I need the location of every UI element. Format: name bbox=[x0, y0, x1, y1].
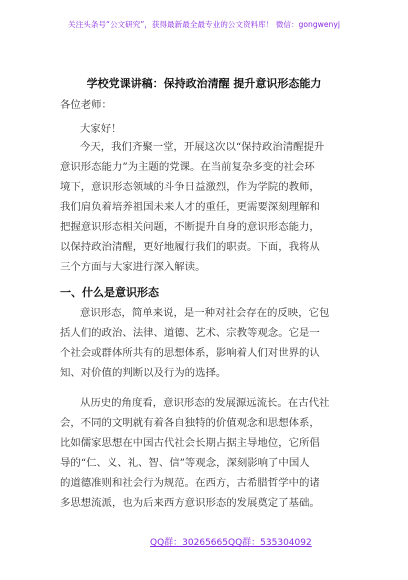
paragraph-line: 意识形态，简单来说，是一种对社会存在的反映，它包 bbox=[80, 307, 330, 319]
paragraph-line: 三个方面与大家进行深入解读。 bbox=[60, 261, 206, 273]
paragraph-line: 以保持政治清醒，更好地履行我们的职责。下面，我将从 bbox=[60, 241, 320, 253]
paragraph-line: 个社会或群体所共有的思想体系，影响着人们对世界的认 bbox=[60, 347, 320, 359]
paragraph-line: 的道德准则和社会行为规范。在西方，古希腊哲学中的诸 bbox=[60, 477, 320, 489]
footer-qq-group-2[interactable]: QQ群：535304092 bbox=[228, 538, 312, 548]
paragraph-line: 导的“仁、义、礼、智、信”等观念，深刻影响了中国人 bbox=[60, 457, 310, 469]
salutation: 各位老师： bbox=[60, 99, 112, 111]
paragraph-line: 把握意识形态相关问题，不断提升自身的意识形态能力， bbox=[60, 221, 320, 233]
paragraph-line: 括人们的政治、法律、道德、艺术、宗教等观念。它是一 bbox=[60, 327, 320, 339]
document-title: 学校党课讲稿：保持政治清醒 提升意识形态能力 bbox=[86, 77, 322, 90]
paragraph-line: 意识形态能力”为主题的党课。在当前复杂多变的社会环 bbox=[60, 161, 315, 173]
paragraph-line: 境下，意识形态领域的斗争日益激烈，作为学院的教师， bbox=[60, 181, 320, 193]
paragraph-line: 知、对价值的判断以及行为的选择。 bbox=[60, 367, 227, 379]
greeting: 大家好！ bbox=[80, 123, 122, 135]
paragraph-line: 会，不同的文明就有着各自独特的价值观念和思想体系， bbox=[60, 417, 320, 429]
paragraph-line: 从历史的角度看，意识形态的发展源远流长。在古代社 bbox=[80, 397, 330, 409]
paragraph-line: 比如儒家思想在中国古代社会长期占据主导地位，它所倡 bbox=[60, 437, 320, 449]
section-heading: 一、什么是意识形态 bbox=[60, 286, 159, 299]
paragraph-line: 我们肩负着培养祖国未来人才的重任，更需要深刻理解和 bbox=[60, 201, 320, 213]
paragraph-line: 今天，我们齐聚一堂，开展这次以“保持政治清醒提升 bbox=[80, 141, 325, 153]
paragraph-line: 多思想流派，也为后来西方意识形态的发展奠定了基础。 bbox=[60, 497, 320, 509]
top-banner: 关注头条号“公文研究”，获得最新最全最专业的公文资料库！ 微信：gongwenyj bbox=[68, 20, 340, 29]
footer-qq-group-1[interactable]: QQ群：30265665 bbox=[150, 538, 228, 548]
